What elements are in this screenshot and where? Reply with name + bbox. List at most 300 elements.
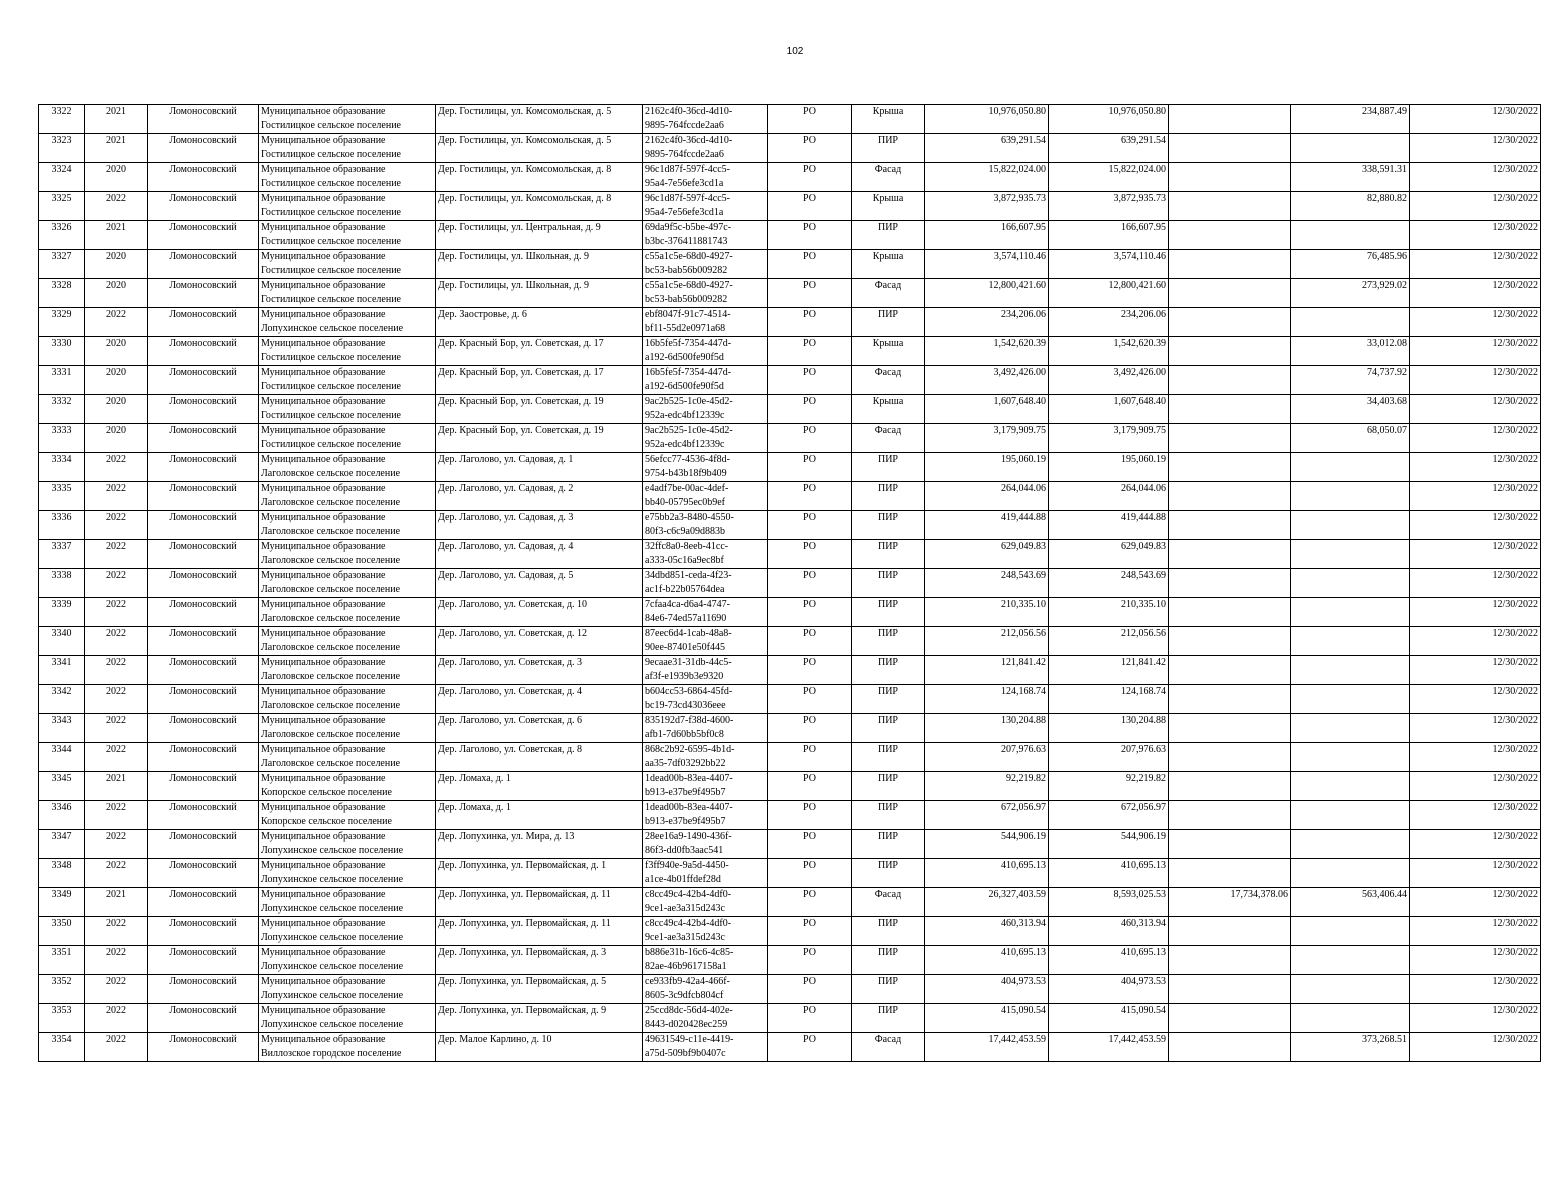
completion-date-cell: 12/30/2022 <box>1410 279 1541 308</box>
municipality-cell <box>259 975 436 1004</box>
municipality-cell <box>259 279 436 308</box>
year-cell: 2022 <box>85 627 148 656</box>
table-row <box>39 482 1541 511</box>
house-guid-line: 835192d7-f38d-4600- <box>645 715 734 726</box>
fund-amount-cell: 3,872,935.73 <box>1049 192 1169 221</box>
municipality-line: Муниципальное образование <box>261 222 386 233</box>
row-number-cell: 3342 <box>39 685 85 714</box>
municipality-line: Гостилицкое сельское поселение <box>261 120 401 131</box>
total-cost-cell: 12,800,421.60 <box>925 279 1049 308</box>
table-row <box>39 540 1541 569</box>
municipality-line: Лаголовское сельское поселение <box>261 671 401 682</box>
address-cell: Дер. Гостилицы, ул. Школьная, д. 9 <box>436 250 643 279</box>
house-guid-cell <box>643 830 768 859</box>
house-guid-line: a1ce-4b01ffdef28d <box>645 874 721 885</box>
fund-cell: РО <box>768 540 852 569</box>
municipality-line: Лаголовское сельское поселение <box>261 729 401 740</box>
table-row <box>39 859 1541 888</box>
municipality-line: Муниципальное образование <box>261 251 386 262</box>
year-cell: 2022 <box>85 511 148 540</box>
municipality-line: Муниципальное образование <box>261 773 386 784</box>
other-amount-cell <box>1169 685 1291 714</box>
house-guid-line: b3bc-376411881743 <box>645 236 728 247</box>
work-type-cell: ПИР <box>852 221 925 250</box>
municipality-line: Муниципальное образование <box>261 135 386 146</box>
other-amount-cell <box>1169 482 1291 511</box>
year-cell: 2022 <box>85 801 148 830</box>
table-row <box>39 221 1541 250</box>
total-cost-cell: 166,607.95 <box>925 221 1049 250</box>
completion-date-cell: 12/30/2022 <box>1410 511 1541 540</box>
total-cost-cell: 1,542,620.39 <box>925 337 1049 366</box>
address-cell: Дер. Заостровье, д. 6 <box>436 308 643 337</box>
row-number-cell: 3324 <box>39 163 85 192</box>
year-cell: 2021 <box>85 888 148 917</box>
fund-cell: РО <box>768 221 852 250</box>
fund-amount-cell: 672,056.97 <box>1049 801 1169 830</box>
house-guid-line: 49631549-c11e-4419- <box>645 1034 734 1045</box>
fund-amount-cell: 17,442,453.59 <box>1049 1033 1169 1062</box>
year-cell: 2020 <box>85 424 148 453</box>
house-guid-line: ebf8047f-91c7-4514- <box>645 309 731 320</box>
fund-amount-cell: 121,841.42 <box>1049 656 1169 685</box>
year-cell: 2021 <box>85 221 148 250</box>
extra-amount-cell <box>1291 627 1410 656</box>
municipality-line: Муниципальное образование <box>261 1034 386 1045</box>
municipality-cell <box>259 482 436 511</box>
row-number-cell: 3330 <box>39 337 85 366</box>
house-guid-line: 16b5fe5f-7354-447d- <box>645 367 732 378</box>
house-guid-cell <box>643 569 768 598</box>
house-guid-line: 95a4-7e56efe3cd1a <box>645 207 724 218</box>
address-cell: Дер. Лаголово, ул. Садовая, д. 3 <box>436 511 643 540</box>
municipality-line: Муниципальное образование <box>261 889 386 900</box>
district-cell: Ломоносовский <box>148 482 259 511</box>
municipality-line: Муниципальное образование <box>261 338 386 349</box>
extra-amount-cell <box>1291 308 1410 337</box>
other-amount-cell <box>1169 366 1291 395</box>
fund-amount-cell: 212,056.56 <box>1049 627 1169 656</box>
total-cost-cell: 639,291.54 <box>925 134 1049 163</box>
address-cell: Дер. Гостилицы, ул. Комсомольская, д. 8 <box>436 163 643 192</box>
district-cell: Ломоносовский <box>148 801 259 830</box>
table-row <box>39 830 1541 859</box>
extra-amount-cell: 234,887.49 <box>1291 105 1410 134</box>
house-guid-line: 32ffc8a0-8eeb-41cc- <box>645 541 729 552</box>
fund-cell: РО <box>768 395 852 424</box>
house-guid-line: af3f-e1939b3e9320 <box>645 671 724 682</box>
fund-cell: РО <box>768 482 852 511</box>
other-amount-cell <box>1169 192 1291 221</box>
house-guid-line: 2162c4f0-36cd-4d10- <box>645 135 733 146</box>
other-amount-cell <box>1169 511 1291 540</box>
house-guid-line: c8cc49c4-42b4-4df0- <box>645 889 732 900</box>
table-row <box>39 308 1541 337</box>
row-number-cell: 3354 <box>39 1033 85 1062</box>
house-guid-cell <box>643 714 768 743</box>
row-number-cell: 3331 <box>39 366 85 395</box>
fund-cell: РО <box>768 163 852 192</box>
row-number-cell: 3328 <box>39 279 85 308</box>
municipality-line: Лопухинское сельское поселение <box>261 903 404 914</box>
year-cell: 2020 <box>85 395 148 424</box>
extra-amount-cell: 74,737.92 <box>1291 366 1410 395</box>
municipality-cell <box>259 221 436 250</box>
work-type-cell: ПИР <box>852 1004 925 1033</box>
completion-date-cell: 12/30/2022 <box>1410 772 1541 801</box>
total-cost-cell: 3,492,426.00 <box>925 366 1049 395</box>
fund-cell: РО <box>768 627 852 656</box>
total-cost-cell: 26,327,403.59 <box>925 888 1049 917</box>
municipality-line: Лопухинское сельское поселение <box>261 323 404 334</box>
municipality-cell <box>259 337 436 366</box>
municipality-line: Лаголовское сельское поселение <box>261 468 401 479</box>
municipality-line: Лаголовское сельское поселение <box>261 526 401 537</box>
house-guid-line: afb1-7d60bb5bf0c8 <box>645 729 724 740</box>
house-guid-line: c55a1c5e-68d0-4927- <box>645 280 733 291</box>
extra-amount-cell <box>1291 453 1410 482</box>
house-guid-cell <box>643 859 768 888</box>
total-cost-cell: 410,695.13 <box>925 859 1049 888</box>
fund-cell: РО <box>768 134 852 163</box>
work-type-cell: ПИР <box>852 917 925 946</box>
municipality-line: Лаголовское сельское поселение <box>261 700 401 711</box>
house-guid-cell <box>643 656 768 685</box>
completion-date-cell: 12/30/2022 <box>1410 743 1541 772</box>
table-row <box>39 656 1541 685</box>
other-amount-cell <box>1169 308 1291 337</box>
address-cell: Дер. Гостилицы, ул. Центральная, д. 9 <box>436 221 643 250</box>
table-row <box>39 975 1541 1004</box>
table-row <box>39 946 1541 975</box>
municipality-cell <box>259 134 436 163</box>
house-guid-line: 84e6-74ed57a11690 <box>645 613 727 624</box>
municipality-cell <box>259 395 436 424</box>
work-type-cell: ПИР <box>852 656 925 685</box>
fund-amount-cell: 1,542,620.39 <box>1049 337 1169 366</box>
total-cost-cell: 460,313.94 <box>925 917 1049 946</box>
municipality-cell <box>259 888 436 917</box>
completion-date-cell: 12/30/2022 <box>1410 830 1541 859</box>
table-row <box>39 134 1541 163</box>
house-guid-cell <box>643 743 768 772</box>
fund-cell: РО <box>768 337 852 366</box>
other-amount-cell <box>1169 279 1291 308</box>
municipality-line: Муниципальное образование <box>261 715 386 726</box>
work-type-cell: Фасад <box>852 424 925 453</box>
table-row <box>39 395 1541 424</box>
address-cell: Дер. Лаголово, ул. Советская, д. 3 <box>436 656 643 685</box>
municipality-line: Гостилицкое сельское поселение <box>261 236 401 247</box>
district-cell: Ломоносовский <box>148 250 259 279</box>
municipality-line: Лопухинское сельское поселение <box>261 874 404 885</box>
total-cost-cell: 195,060.19 <box>925 453 1049 482</box>
fund-cell: РО <box>768 685 852 714</box>
house-guid-line: 8443-d020428ec259 <box>645 1019 728 1030</box>
table-row <box>39 279 1541 308</box>
house-guid-cell <box>643 105 768 134</box>
house-guid-line: aa35-7df03292bb22 <box>645 758 726 769</box>
table-row <box>39 366 1541 395</box>
extra-amount-cell <box>1291 917 1410 946</box>
row-number-cell: 3345 <box>39 772 85 801</box>
house-guid-line: 8605-3c9dfcb804cf <box>645 990 724 1001</box>
district-cell: Ломоносовский <box>148 656 259 685</box>
municipality-line: Муниципальное образование <box>261 686 386 697</box>
table-row <box>39 105 1541 134</box>
row-number-cell: 3326 <box>39 221 85 250</box>
work-type-cell: Фасад <box>852 366 925 395</box>
house-guid-cell <box>643 482 768 511</box>
total-cost-cell: 3,872,935.73 <box>925 192 1049 221</box>
house-guid-cell <box>643 627 768 656</box>
other-amount-cell <box>1169 337 1291 366</box>
total-cost-cell: 15,822,024.00 <box>925 163 1049 192</box>
house-guid-cell <box>643 337 768 366</box>
table-row <box>39 1004 1541 1033</box>
completion-date-cell: 12/30/2022 <box>1410 859 1541 888</box>
fund-cell: РО <box>768 946 852 975</box>
address-cell: Дер. Лаголово, ул. Садовая, д. 4 <box>436 540 643 569</box>
municipality-cell <box>259 250 436 279</box>
completion-date-cell: 12/30/2022 <box>1410 163 1541 192</box>
district-cell: Ломоносовский <box>148 424 259 453</box>
district-cell: Ломоносовский <box>148 395 259 424</box>
total-cost-cell: 264,044.06 <box>925 482 1049 511</box>
fund-cell: РО <box>768 279 852 308</box>
municipality-line: Гостилицкое сельское поселение <box>261 410 401 421</box>
municipality-line: Лопухинское сельское поселение <box>261 1019 404 1030</box>
year-cell: 2022 <box>85 917 148 946</box>
address-cell: Дер. Лопухинка, ул. Первомайская, д. 9 <box>436 1004 643 1033</box>
other-amount-cell <box>1169 743 1291 772</box>
municipality-line: Муниципальное образование <box>261 860 386 871</box>
extra-amount-cell <box>1291 221 1410 250</box>
municipality-cell <box>259 627 436 656</box>
fund-amount-cell: 12,800,421.60 <box>1049 279 1169 308</box>
year-cell: 2022 <box>85 482 148 511</box>
municipality-line: Муниципальное образование <box>261 918 386 929</box>
completion-date-cell: 12/30/2022 <box>1410 1033 1541 1062</box>
house-guid-cell <box>643 250 768 279</box>
work-type-cell: Фасад <box>852 163 925 192</box>
municipality-cell <box>259 685 436 714</box>
address-cell: Дер. Гостилицы, ул. Школьная, д. 9 <box>436 279 643 308</box>
extra-amount-cell: 34,403.68 <box>1291 395 1410 424</box>
house-guid-line: a75d-509bf9b0407c <box>645 1048 726 1059</box>
address-cell: Дер. Ломаха, д. 1 <box>436 801 643 830</box>
district-cell: Ломоносовский <box>148 946 259 975</box>
house-guid-cell <box>643 308 768 337</box>
year-cell: 2020 <box>85 250 148 279</box>
municipality-line: Муниципальное образование <box>261 396 386 407</box>
house-guid-line: 34dbd851-ceda-4f23- <box>645 570 732 581</box>
municipality-cell <box>259 192 436 221</box>
municipality-line: Гостилицкое сельское поселение <box>261 149 401 160</box>
register-table <box>38 104 1541 1062</box>
municipality-line: Муниципальное образование <box>261 570 386 581</box>
fund-amount-cell: 639,291.54 <box>1049 134 1169 163</box>
extra-amount-cell <box>1291 946 1410 975</box>
completion-date-cell: 12/30/2022 <box>1410 975 1541 1004</box>
year-cell: 2020 <box>85 163 148 192</box>
municipality-line: Гостилицкое сельское поселение <box>261 352 401 363</box>
house-guid-line: f3ff940e-9a5d-4450- <box>645 860 729 871</box>
completion-date-cell: 12/30/2022 <box>1410 395 1541 424</box>
total-cost-cell: 415,090.54 <box>925 1004 1049 1033</box>
row-number-cell: 3350 <box>39 917 85 946</box>
other-amount-cell <box>1169 656 1291 685</box>
completion-date-cell: 12/30/2022 <box>1410 221 1541 250</box>
year-cell: 2022 <box>85 598 148 627</box>
year-cell: 2022 <box>85 453 148 482</box>
extra-amount-cell <box>1291 656 1410 685</box>
fund-amount-cell: 410,695.13 <box>1049 946 1169 975</box>
house-guid-line: 96c1d87f-597f-4cc5- <box>645 164 730 175</box>
completion-date-cell: 12/30/2022 <box>1410 569 1541 598</box>
district-cell: Ломоносовский <box>148 685 259 714</box>
house-guid-line: 69da9f5c-b5be-497c- <box>645 222 732 233</box>
total-cost-cell: 207,976.63 <box>925 743 1049 772</box>
fund-cell: РО <box>768 888 852 917</box>
house-guid-line: b913-e37be9f495b7 <box>645 816 726 827</box>
house-guid-line: 7cfaa4ca-d6a4-4747- <box>645 599 730 610</box>
year-cell: 2022 <box>85 656 148 685</box>
work-type-cell: ПИР <box>852 743 925 772</box>
completion-date-cell: 12/30/2022 <box>1410 656 1541 685</box>
municipality-line: Гостилицкое сельское поселение <box>261 439 401 450</box>
house-guid-line: e75bb2a3-8480-4550- <box>645 512 734 523</box>
work-type-cell: ПИР <box>852 975 925 1004</box>
house-guid-cell <box>643 946 768 975</box>
year-cell: 2022 <box>85 859 148 888</box>
row-number-cell: 3322 <box>39 105 85 134</box>
year-cell: 2022 <box>85 975 148 1004</box>
fund-amount-cell: 10,976,050.80 <box>1049 105 1169 134</box>
municipality-cell <box>259 772 436 801</box>
municipality-line: Муниципальное образование <box>261 947 386 958</box>
fund-amount-cell: 166,607.95 <box>1049 221 1169 250</box>
district-cell: Ломоносовский <box>148 192 259 221</box>
completion-date-cell: 12/30/2022 <box>1410 453 1541 482</box>
table-row <box>39 511 1541 540</box>
address-cell: Дер. Гостилицы, ул. Комсомольская, д. 5 <box>436 134 643 163</box>
fund-amount-cell: 404,973.53 <box>1049 975 1169 1004</box>
house-guid-line: 28ee16a9-1490-436f- <box>645 831 732 842</box>
municipality-line: Муниципальное образование <box>261 193 386 204</box>
extra-amount-cell <box>1291 859 1410 888</box>
completion-date-cell: 12/30/2022 <box>1410 337 1541 366</box>
address-cell: Дер. Ломаха, д. 1 <box>436 772 643 801</box>
district-cell: Ломоносовский <box>148 714 259 743</box>
total-cost-cell: 210,335.10 <box>925 598 1049 627</box>
municipality-line: Муниципальное образование <box>261 512 386 523</box>
extra-amount-cell <box>1291 134 1410 163</box>
table-row <box>39 888 1541 917</box>
total-cost-cell: 3,179,909.75 <box>925 424 1049 453</box>
fund-amount-cell: 3,179,909.75 <box>1049 424 1169 453</box>
other-amount-cell <box>1169 540 1291 569</box>
fund-amount-cell: 410,695.13 <box>1049 859 1169 888</box>
house-guid-cell <box>643 801 768 830</box>
completion-date-cell: 12/30/2022 <box>1410 250 1541 279</box>
municipality-line: Лопухинское сельское поселение <box>261 990 404 1001</box>
completion-date-cell: 12/30/2022 <box>1410 714 1541 743</box>
house-guid-cell <box>643 975 768 1004</box>
year-cell: 2022 <box>85 1033 148 1062</box>
municipality-cell <box>259 453 436 482</box>
fund-cell: РО <box>768 598 852 627</box>
fund-amount-cell: 264,044.06 <box>1049 482 1169 511</box>
municipality-line: Муниципальное образование <box>261 483 386 494</box>
house-guid-line: 16b5fe5f-7354-447d- <box>645 338 732 349</box>
other-amount-cell <box>1169 105 1291 134</box>
fund-cell: РО <box>768 105 852 134</box>
municipality-cell <box>259 859 436 888</box>
total-cost-cell: 92,219.82 <box>925 772 1049 801</box>
fund-amount-cell: 248,543.69 <box>1049 569 1169 598</box>
year-cell: 2022 <box>85 946 148 975</box>
house-guid-line: bc53-bab56b009282 <box>645 265 728 276</box>
district-cell: Ломоносовский <box>148 975 259 1004</box>
district-cell: Ломоносовский <box>148 366 259 395</box>
municipality-cell <box>259 366 436 395</box>
other-amount-cell <box>1169 627 1291 656</box>
municipality-line: Муниципальное образование <box>261 1005 386 1016</box>
fund-cell: РО <box>768 250 852 279</box>
completion-date-cell: 12/30/2022 <box>1410 685 1541 714</box>
fund-amount-cell: 207,976.63 <box>1049 743 1169 772</box>
work-type-cell: ПИР <box>852 569 925 598</box>
extra-amount-cell <box>1291 714 1410 743</box>
address-cell: Дер. Гостилицы, ул. Комсомольская, д. 8 <box>436 192 643 221</box>
house-guid-line: e4adf7be-00ac-4def- <box>645 483 729 494</box>
house-guid-line: ce933fb9-42a4-466f- <box>645 976 730 987</box>
house-guid-cell <box>643 192 768 221</box>
work-type-cell: ПИР <box>852 540 925 569</box>
total-cost-cell: 130,204.88 <box>925 714 1049 743</box>
other-amount-cell <box>1169 221 1291 250</box>
table-row <box>39 337 1541 366</box>
total-cost-cell: 410,695.13 <box>925 946 1049 975</box>
year-cell: 2020 <box>85 337 148 366</box>
work-type-cell: ПИР <box>852 598 925 627</box>
other-amount-cell <box>1169 917 1291 946</box>
house-guid-line: 9754-b43b18f9b409 <box>645 468 727 479</box>
fund-cell: РО <box>768 1004 852 1033</box>
year-cell: 2022 <box>85 714 148 743</box>
district-cell: Ломоносовский <box>148 337 259 366</box>
municipality-cell <box>259 946 436 975</box>
work-type-cell: Крыша <box>852 105 925 134</box>
fund-amount-cell: 419,444.88 <box>1049 511 1169 540</box>
fund-cell: РО <box>768 511 852 540</box>
total-cost-cell: 121,841.42 <box>925 656 1049 685</box>
municipality-cell <box>259 163 436 192</box>
municipality-line: Муниципальное образование <box>261 164 386 175</box>
other-amount-cell <box>1169 134 1291 163</box>
extra-amount-cell: 76,485.96 <box>1291 250 1410 279</box>
total-cost-cell: 10,976,050.80 <box>925 105 1049 134</box>
house-guid-line: 9ac2b525-1c0e-45d2- <box>645 425 733 436</box>
municipality-line: Копорское сельское поселение <box>261 816 392 827</box>
row-number-cell: 3353 <box>39 1004 85 1033</box>
municipality-line: Муниципальное образование <box>261 976 386 987</box>
house-guid-line: c55a1c5e-68d0-4927- <box>645 251 733 262</box>
work-type-cell: ПИР <box>852 627 925 656</box>
house-guid-line: 1dead00b-83ea-4407- <box>645 802 733 813</box>
other-amount-cell <box>1169 424 1291 453</box>
